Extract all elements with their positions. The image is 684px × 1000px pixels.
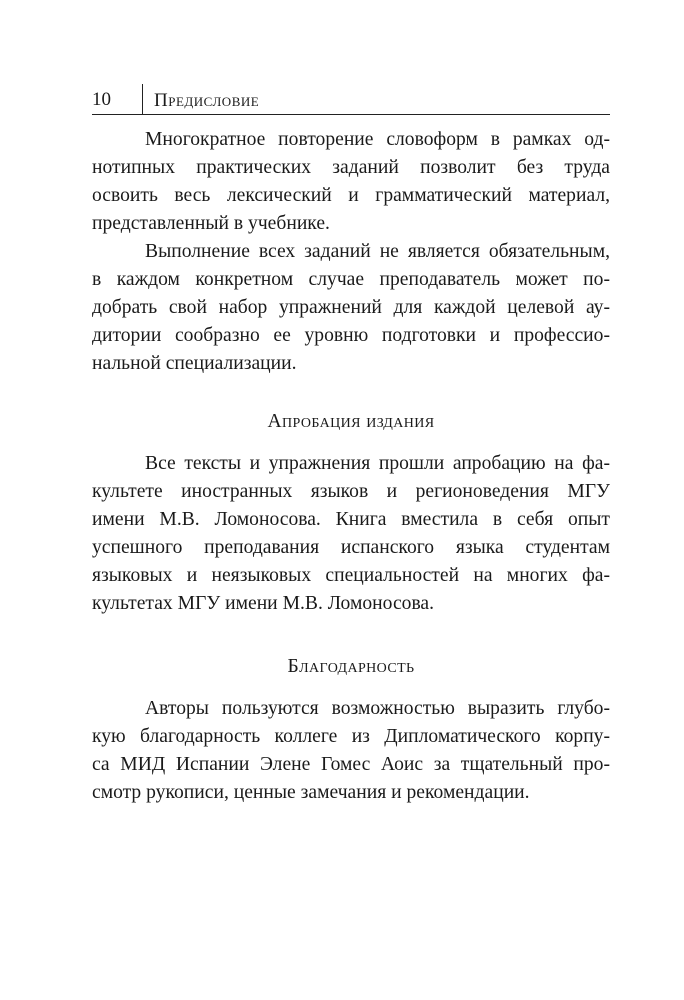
text-line: Авторы пользуются возможностью выразить глубо-: [145, 698, 610, 719]
page-header: [92, 84, 610, 115]
text-line: кую благодарность коллеге из Дипломатического корпу-: [92, 726, 610, 747]
text-line: культете иностранных языков и регионоведения МГУ: [92, 481, 610, 502]
text-line: смотр рукописи, ценные замечания и рекомендации.: [92, 782, 530, 803]
text-line: дитории сообразно ее уровню подготовки и профессио-: [92, 325, 610, 346]
text-line: Многократное повторение словоформ в рамках од-: [145, 129, 610, 150]
text-line: добрать свой набор упражнений для каждой целевой ау-: [92, 297, 610, 318]
header-divider: [142, 84, 143, 114]
text-line: имени М.В. Ломоносова. Книга вместила в себя опыт: [92, 509, 610, 530]
paragraph-1: [92, 126, 610, 238]
text-line: в каждом конкретном случае преподаватель может по-: [92, 269, 610, 290]
text-line: нотипных практических заданий позволит без труда: [92, 157, 610, 178]
running-title: Предисловие: [154, 90, 260, 111]
section-heading-gratitude: Благодарность: [287, 656, 415, 677]
page-content: [92, 126, 610, 807]
text-line: языковых и неязыковых специальностей на многих фа-: [92, 565, 610, 586]
text-line: представленный в учебнике.: [92, 213, 330, 234]
page-number: 10: [92, 89, 111, 110]
section-heading-approbation: Апробация издания: [267, 411, 435, 432]
paragraph-gratitude: [92, 695, 610, 807]
text-line: Все тексты и упражнения прошли апробацию на фа-: [145, 453, 610, 474]
text-line: нальной специализации.: [92, 353, 297, 374]
paragraph-approbation: [92, 450, 610, 618]
text-line: успешного преподавания испанского языка студентам: [92, 537, 610, 558]
text-line: освоить весь лексический и грамматический материал,: [92, 185, 610, 206]
text-line: Выполнение всех заданий не является обязательным,: [145, 241, 610, 262]
paragraph-2: [92, 238, 610, 378]
text-line: культетах МГУ имени М.В. Ломоносова.: [92, 593, 435, 614]
text-line: са МИД Испании Элене Гомес Аоис за тщательный про-: [92, 754, 610, 775]
